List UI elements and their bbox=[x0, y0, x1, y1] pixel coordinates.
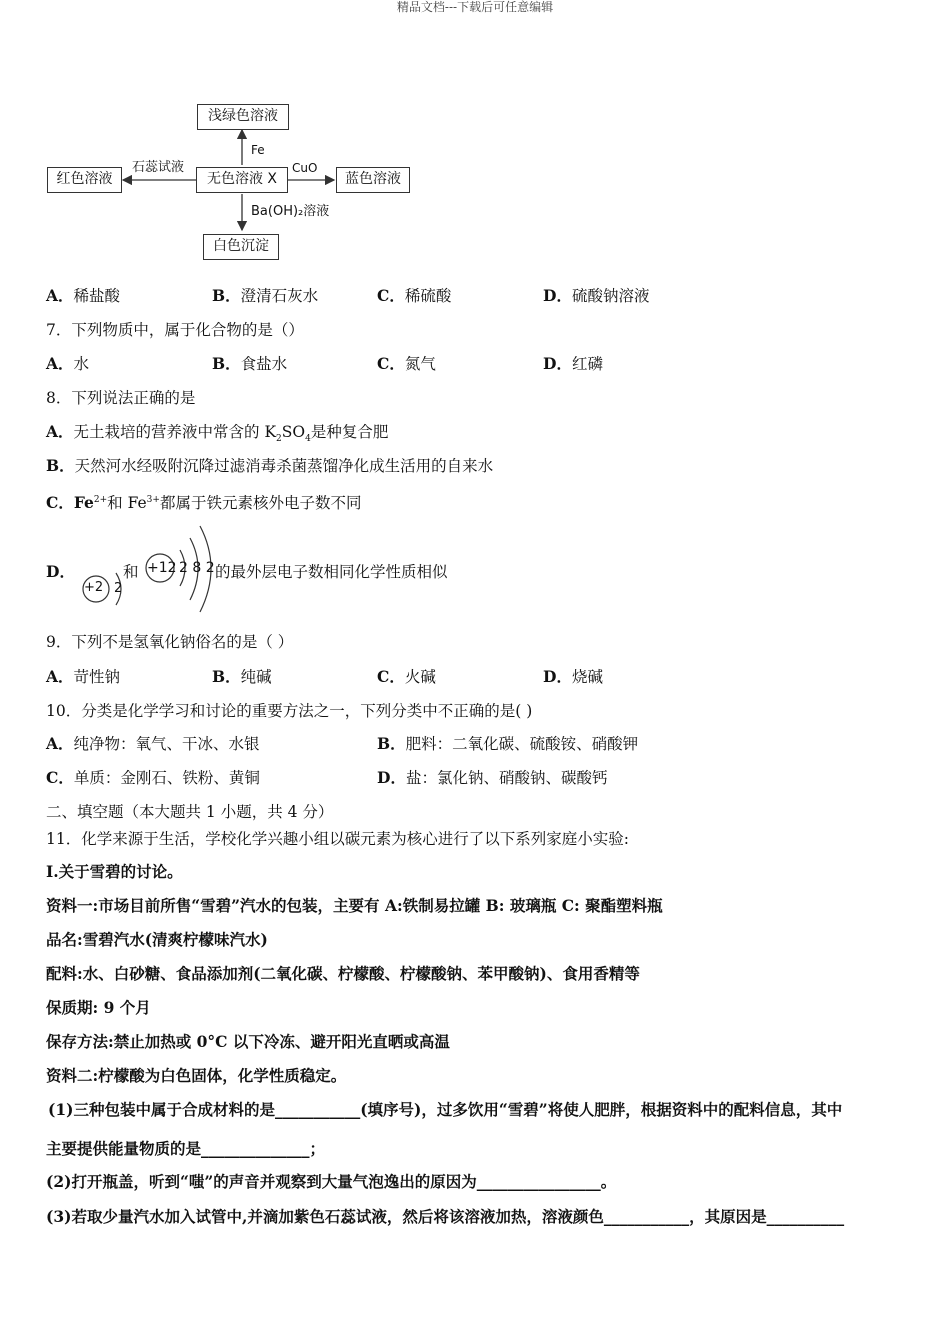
q11-shelf: 保质期: 9 个月 bbox=[46, 998, 151, 1017]
q8-stem: 8．下列说法正确的是 bbox=[46, 389, 196, 407]
center-box: 无色溶液 X bbox=[196, 167, 288, 193]
q11-sub3: (3)若取少量汽水加入试管中,并滴加紫色石蕊试液，然后将该溶液加热，溶液颜色___________，其原因是__________ bbox=[46, 1207, 845, 1226]
q9-option-d: D．烧碱 bbox=[543, 667, 603, 686]
page-header: 精品文档---下载后可任意编辑 bbox=[396, 0, 554, 14]
q9-option-b: B．纯碱 bbox=[212, 667, 272, 686]
q10-stem: 10．分类是化学学习和讨论的重要方法之一，下列分类中不正确的是( ) bbox=[46, 702, 533, 720]
q11-stem: 11．化学来源于生活，学校化学兴趣小组以碳元素为核心进行了以下系列家庭小实验: bbox=[46, 830, 629, 848]
label-litmus: 石蕊试液 bbox=[132, 160, 185, 175]
q11-info1: 资料一:市场目前所售“雪碧”汽水的包装，主要有 A:铁制易拉罐 B: 玻璃瓶 C: 聚酯塑料瓶 bbox=[46, 896, 663, 915]
atom-magnesium-shells-count: 2 8 2 bbox=[179, 560, 215, 576]
q8-option-d-key: D． bbox=[46, 562, 75, 581]
q11-part1: I.关于雪碧的讨论。 bbox=[46, 862, 183, 881]
q7-option-d: D．红磷 bbox=[543, 354, 603, 373]
q10-option-a: A．纯净物：氧气、干冰、水银 bbox=[46, 734, 260, 753]
section-heading: 二、填空题（本大题共 1 小题，共 4 分） bbox=[46, 803, 334, 821]
q11-sub2: (2)打开瓶盖，听到“嗤”的声音并观察到大量气泡逸出的原因为________________。 bbox=[46, 1172, 617, 1191]
q10-option-d: D．盐：氯化钠、硝酸钠、碳酸钙 bbox=[377, 768, 608, 787]
atom-magnesium-nucleus: +12 bbox=[147, 560, 177, 576]
q8-option-c: C．$Fe^{2+}$和 $Fe^{3+}$都属于铁元素核外电子数不同 bbox=[46, 493, 362, 513]
label-fe: Fe bbox=[251, 143, 265, 157]
atom-helium-nucleus: +2 bbox=[84, 580, 104, 595]
atom-helium-shell: 2 bbox=[114, 581, 123, 596]
q6-option-b: B．澄清石灰水 bbox=[212, 286, 319, 305]
diagram-arrows bbox=[0, 0, 950, 270]
q6-option-d: D．硫酸钠溶液 bbox=[543, 286, 650, 305]
q9-stem: 9．下列不是氢氧化钠俗名的是（ ） bbox=[46, 633, 294, 651]
q11-name: 品名:雪碧汽水(清爽柠檬味汽水) bbox=[46, 930, 268, 949]
q11-sub1b: 主要提供能量物质的是______________； bbox=[46, 1139, 326, 1158]
q8-d-and: 和 bbox=[123, 563, 139, 581]
q11-info2: 资料二:柠檬酸为白色固体，化学性质稳定。 bbox=[46, 1066, 347, 1085]
q9-option-c: C．火碱 bbox=[377, 667, 436, 686]
left-box: 红色溶液 bbox=[47, 167, 122, 193]
label-baoh2: Ba(OH)₂溶液 bbox=[251, 204, 330, 219]
q8-option-b: B．天然河水经吸附沉降过滤消毒杀菌蒸馏净化成生活用的自来水 bbox=[46, 456, 494, 475]
label-cuo: CuO bbox=[292, 161, 318, 175]
q6-option-c: C．稀硫酸 bbox=[377, 286, 452, 305]
q11-storage: 保存方法:禁止加热或 0°C 以下冷冻、避开阳光直晒或高温 bbox=[46, 1032, 450, 1051]
right-box: 蓝色溶液 bbox=[336, 167, 410, 193]
q10-option-c: C．单质：金刚石、铁粉、黄铜 bbox=[46, 768, 260, 787]
q7-option-c: C．氮气 bbox=[377, 354, 436, 373]
q8-d-text: 的最外层电子数相同化学性质相似 bbox=[215, 563, 448, 581]
q11-ingredients: 配料:水、白砂糖、食品添加剂(二氧化碳、柠檬酸、柠檬酸钠、苯甲酸钠)、食用香精等 bbox=[46, 964, 640, 983]
q6-option-a: A．稀盐酸 bbox=[46, 286, 121, 305]
top-box: 浅绿色溶液 bbox=[197, 104, 289, 130]
q7-option-b: B．食盐水 bbox=[212, 354, 288, 373]
q8-option-a: A．无土栽培的营养液中常含的 $K_2SO_4$是种复合肥 bbox=[46, 422, 389, 445]
q9-option-a: A．苛性钠 bbox=[46, 667, 121, 686]
bottom-box: 白色沉淀 bbox=[203, 234, 279, 260]
q11-sub1a: (1)三种包装中属于合成材料的是___________(填序号)，过多饮用“雪碧”将使人肥胖，根据资料中的配料信息，其中 bbox=[48, 1100, 843, 1119]
q10-option-b: B．肥料：二氧化碳、硫酸铵、硝酸钾 bbox=[377, 734, 639, 753]
q7-stem: 7．下列物质中，属于化合物的是（） bbox=[46, 321, 304, 339]
q7-option-a: A．水 bbox=[46, 354, 90, 373]
